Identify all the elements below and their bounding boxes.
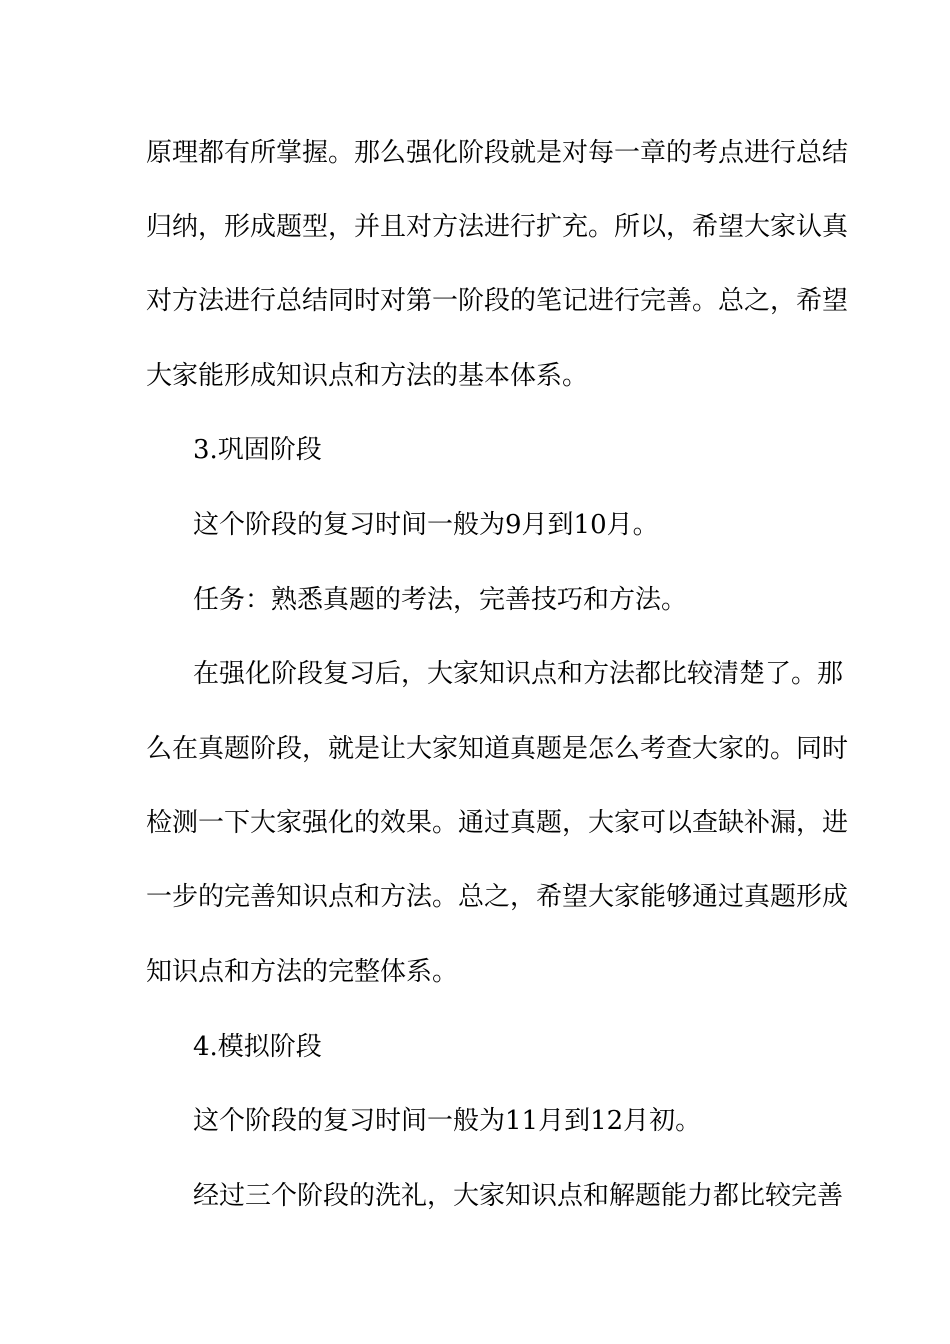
- paragraph-line: 这个阶段的复习时间一般为9月到10月。: [193, 510, 659, 540]
- paragraph-line: 这个阶段的复习时间一般为11月到12月初。: [193, 1106, 702, 1136]
- paragraph-line: 任务：熟悉真题的考法，完善技巧和方法。: [193, 585, 688, 615]
- paragraph-line: 原理都有所掌握。那么强化阶段就是对每一章的考点进行总结: [146, 138, 849, 168]
- paragraph-line: 知识点和方法的完整体系。: [146, 957, 459, 987]
- paragraph-line: 对方法进行总结同时对第一阶段的笔记进行完善。总之，希望: [146, 286, 849, 316]
- section-heading: 4.模拟阶段: [193, 1032, 322, 1062]
- paragraph-line: 么在真题阶段，就是让大家知道真题是怎么考查大家的。同时: [146, 734, 849, 764]
- paragraph-line: 大家能形成知识点和方法的基本体系。: [146, 361, 589, 391]
- paragraph-line: 经过三个阶段的洗礼，大家知识点和解题能力都比较完善: [193, 1181, 844, 1211]
- paragraph-line: 一步的完善知识点和方法。总之，希望大家能够通过真题形成: [146, 882, 849, 912]
- section-heading: 3.巩固阶段: [193, 435, 322, 465]
- paragraph-line: 检测一下大家强化的效果。通过真题，大家可以查缺补漏，进: [146, 808, 849, 838]
- paragraph-line: 归纳，形成题型，并且对方法进行扩充。所以，希望大家认真: [146, 212, 849, 242]
- paragraph-line: 在强化阶段复习后，大家知识点和方法都比较清楚了。那: [193, 659, 844, 689]
